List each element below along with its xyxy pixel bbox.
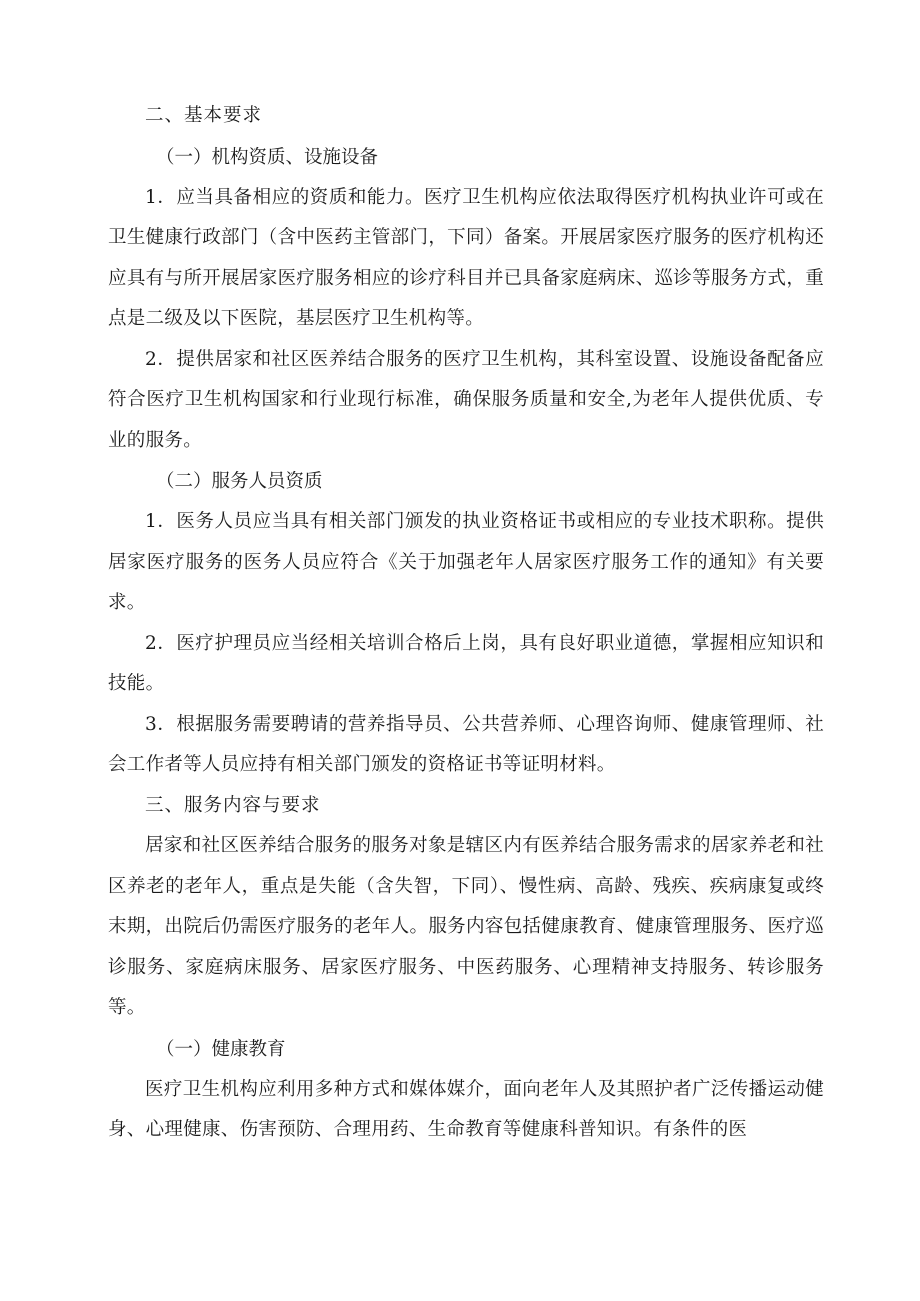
subheading-health-education: （一）健康教育 bbox=[156, 1038, 286, 1060]
section-heading-service-content: 三、服务内容与要求 bbox=[145, 794, 321, 816]
paragraph: 2．医疗护理员应当经相关培训合格后上岗，具有良好职业道德，掌握相应知识和技能。 bbox=[108, 632, 824, 694]
subheading-staff-qualification: （二）服务人员资质 bbox=[156, 471, 323, 492]
paragraph: 1．应当具备相应的资质和能力。医疗卫生机构应依法取得医疗机构执业许可或在卫生健康行政部门（含中医药主管部门，下同）备案。开展居家医疗服务的医疗机构还应具有与所开展居家医疗服务相应的诊疗科目并已具备家庭病床、巡诊等服务方式，重点是二级及以下医院，基层医疗卫生机构等。 bbox=[108, 186, 824, 329]
paragraph: 1．医务人员应当具有相关部门颁发的执业资格证书或相应的专业技术职称。提供居家医疗服务的医务人员应符合《关于加强老年人居家医疗服务工作的通知》有关要求。 bbox=[108, 511, 824, 613]
section-heading-basic-requirements: 二、基本要求 bbox=[145, 105, 263, 126]
paragraph: 医疗卫生机构应利用多种方式和媒体媒介，面向老年人及其照护者广泛传播运动健身、心理健康、伤害预防、合理用药、生命教育等健康科普知识。有条件的医 bbox=[108, 1078, 824, 1140]
paragraph: 3．根据服务需要聘请的营养指导员、公共营养师、心理咨询师、健康管理师、社会工作者等人员应持有相关部门颁发的资格证书等证明材料。 bbox=[108, 713, 824, 775]
paragraph: 居家和社区医养结合服务的服务对象是辖区内有医养结合服务需求的居家养老和社区养老的老年人，重点是失能（含失智，下同）、慢性病、高龄、残疾、疾病康复或终末期，出院后仍需医疗服务的老年人。服务内容包括健康教育、健康管理服务、医疗巡诊服务、家庭病床服务、居家医疗服务、中医药服务、心理精神支持服务、转诊服务等。 bbox=[108, 835, 824, 1018]
paragraph: 2．提供居家和社区医养结合服务的医疗卫生机构，其科室设置、设施设备配备应符合医疗卫生机构国家和行业现行标准，确保服务质量和安全,为老年人提供优质、专业的服务。 bbox=[108, 348, 824, 451]
document-body bbox=[108, 96, 824, 1151]
subheading-institution-qualification: （一）机构资质、设施设备 bbox=[156, 146, 379, 168]
